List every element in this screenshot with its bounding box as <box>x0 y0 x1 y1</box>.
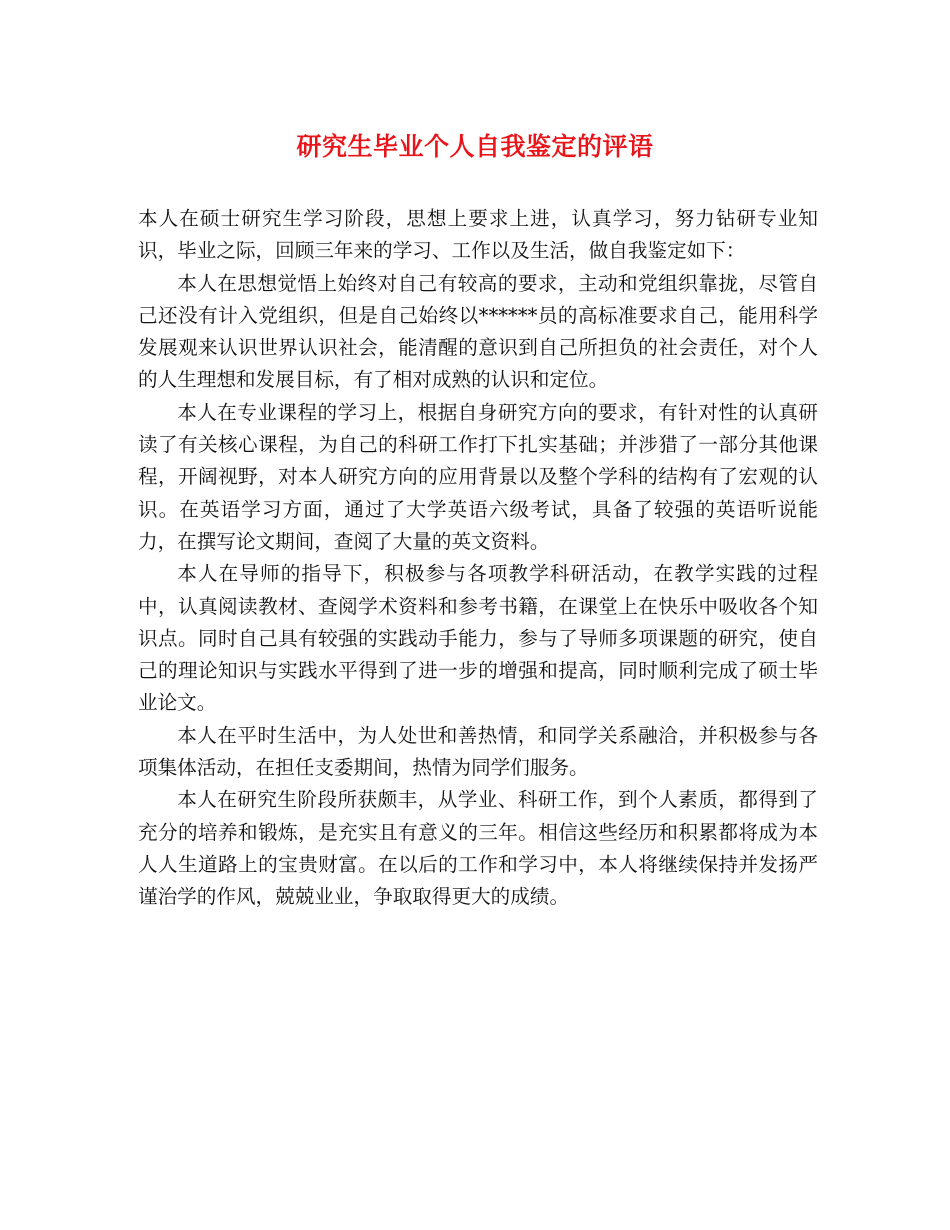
paragraph-conclusion: 本人在研究生阶段所获颇丰，从学业、科研工作，到个人素质，都得到了充分的培养和锻炼，是充实且有意义的三年。相信这些经历和积累都将成为本人人生道路上的宝贵财富。在以后的工作和学习中，本人将继续保持并发扬严谨治学的作风，兢兢业业，争取取得更大的成绩。 <box>138 788 818 909</box>
paragraph-ideology: 本人在思想觉悟上始终对自己有较高的要求，主动和党组织靠拢，尽管自己还没有计入党组织，但是自己始终以******员的高标准要求自己，能用科学发展观来认识世界认识社会，能清醒的意识到自己所担负的社会责任，对个人的人生理想和发展目标，有了相对成熟的认识和定位。 <box>138 271 818 392</box>
paragraph-research: 本人在导师的指导下，积极参与各项教学科研活动，在教学实践的过程中，认真阅读教材、查阅学术资料和参考书籍，在课堂上在快乐中吸收各个知识点。同时自己具有较强的实践动手能力，参与了导师多项课题的研究，使自己的理论知识与实践水平得到了进一步的增强和提高，同时顺利完成了硕士毕业论文。 <box>138 562 818 715</box>
paragraph-daily-life: 本人在平时生活中，为人处世和善热情，和同学关系融洽，并积极参与各项集体活动，在担任支委期间，热情为同学们服务。 <box>138 723 818 780</box>
document-title: 研究生毕业个人自我鉴定的评语 <box>296 132 654 161</box>
paragraph-intro: 本人在硕士研究生学习阶段，思想上要求上进，认真学习，努力钻研专业知识，毕业之际，回顾三年来的学习、工作以及生活，做自我鉴定如下： <box>138 207 818 263</box>
document-body <box>138 203 818 914</box>
paragraph-coursework: 本人在专业课程的学习上，根据自身研究方向的要求，有针对性的认真研读了有关核心课程，为自己的科研工作打下扎实基础；并涉猎了一部分其他课程，开阔视野，对本人研究方向的应用背景以及整个学科的结构有了宏观的认识。在英语学习方面，通过了大学英语六级考试，具备了较强的英语听说能力，在撰写论文期间，查阅了大量的英文资料。 <box>138 400 818 553</box>
